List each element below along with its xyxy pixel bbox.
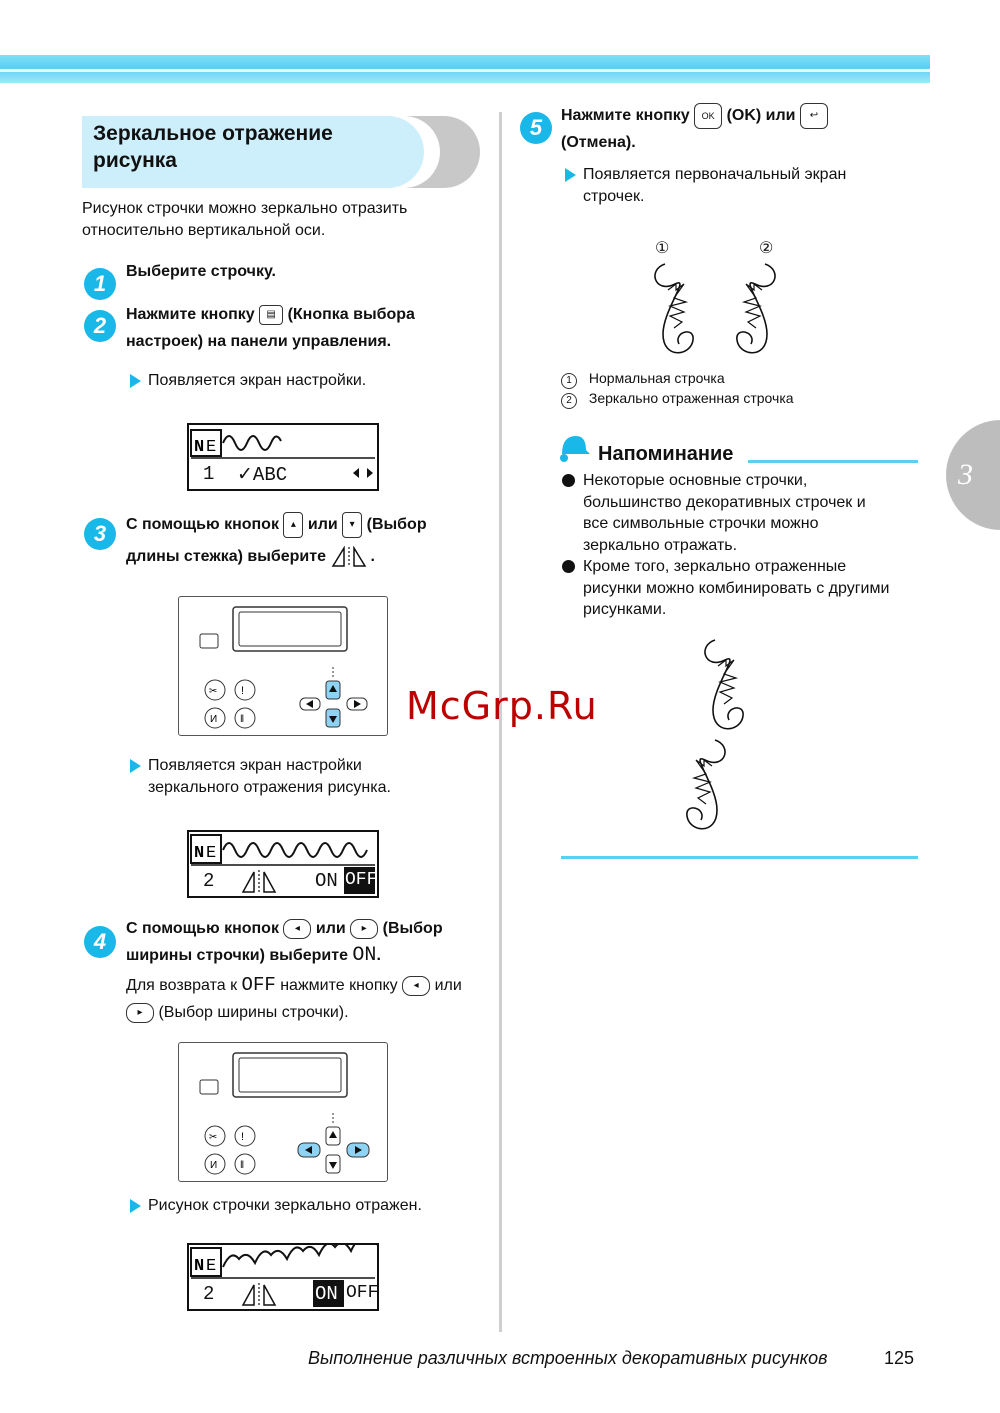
bullet-dot: [562, 560, 575, 573]
caption-number-1: 1: [561, 373, 577, 389]
page-title: [93, 120, 413, 174]
figure-label-1: ①: [655, 240, 670, 257]
step-3-text-a: С помощью кнопок: [126, 516, 279, 533]
lcd-screen-3: [187, 1243, 379, 1311]
top-band: [0, 55, 930, 83]
settings-key-icon: ▤: [259, 305, 283, 325]
reminder-b2-line3: рисунками.: [583, 601, 667, 618]
step-4-result: Рисунок строчки зеркально отражен.: [148, 1197, 422, 1214]
reminder-bullet-1: [583, 470, 923, 556]
svg-text:‖: ‖: [240, 714, 245, 725]
chapter-number: 3: [958, 458, 973, 491]
step-4-text-a: С помощью кнопок: [126, 920, 279, 937]
right-key-icon: ▸: [350, 919, 378, 939]
reminder-b1-line2: большинство декоративных строчек и: [583, 493, 866, 511]
footer-text: Выполнение различных встроенных декоративных рисунков: [308, 1348, 828, 1368]
step-3-text-b: (Выбор: [366, 516, 427, 533]
step-2-text: [126, 301, 486, 355]
lcd-1-number: 1: [203, 463, 215, 485]
left-key-icon: ◂: [402, 976, 430, 996]
result-arrow-icon: [565, 168, 576, 182]
svg-text:!: !: [241, 1131, 245, 1143]
step-5-text-c: (Отмена).: [561, 134, 636, 151]
lcd-3-number: 2: [203, 1283, 215, 1305]
back-key-icon: ↩: [800, 103, 828, 129]
step-4-text-b: (Выбор: [382, 920, 443, 937]
left-key-icon: ◂: [283, 919, 311, 939]
reminder-bullet-2: [583, 556, 923, 621]
step-4-note-a: Для возврата к: [126, 977, 238, 994]
control-panel-1-graphics: [179, 597, 387, 735]
result-arrow-icon: [130, 374, 141, 388]
step-1-number: 1: [84, 268, 116, 300]
svg-text:E: E: [206, 1257, 217, 1276]
lcd-2-number: 2: [203, 870, 215, 892]
control-panel-2-graphics: [179, 1043, 387, 1181]
down-key-icon: ▾: [342, 512, 362, 538]
right-key-icon: ▸: [126, 1003, 154, 1023]
figure-label-2: ②: [759, 240, 774, 257]
step-2-text-c: настроек) на панели управления.: [126, 333, 392, 350]
reminder-title: Напоминание: [598, 443, 734, 465]
result-arrow-icon: [130, 1199, 141, 1213]
ok-key-icon: OK: [694, 103, 722, 129]
step-3-end: .: [370, 548, 375, 565]
step-1-text: Выберите строчку.: [126, 263, 276, 280]
bell-icon: [556, 432, 590, 464]
step-2-text-b: (Кнопка выбора: [287, 306, 415, 323]
intro-line-2: относительно вертикальной оси.: [82, 222, 326, 239]
step-3-text: [126, 509, 486, 573]
step-4-on: ON: [352, 944, 377, 967]
svg-text:N: N: [194, 438, 205, 457]
svg-text:И: И: [210, 1160, 218, 1171]
bullet-dot: [562, 474, 575, 487]
step-2-number: 2: [84, 310, 116, 342]
intro-text: [82, 198, 472, 242]
svg-text:!: !: [241, 685, 245, 697]
lcd-3-on: ON: [315, 1283, 338, 1305]
step-5-result: [583, 164, 846, 208]
svg-text:И: И: [210, 714, 218, 725]
reminder-b1-line3: все символьные строчки можно: [583, 515, 819, 532]
caption-text-1: Нормальная строчка: [588, 370, 725, 386]
stitch-figures: [640, 262, 790, 362]
reminder-b2-line2: рисунки можно комбинировать с другими: [583, 579, 890, 597]
step-4-end: .: [376, 947, 381, 964]
reminder-bottom-rule: [561, 856, 918, 859]
caption-text-2: Зеркально отраженная строчка: [588, 390, 794, 406]
step-5-result-2: строчек.: [583, 188, 645, 205]
step-4-note-c: (Выбор ширины строчки).: [158, 1004, 349, 1021]
step-4-text: [126, 915, 486, 969]
svg-text:✂: ✂: [209, 1132, 218, 1143]
step-5-text: [561, 102, 921, 156]
step-4-number: 4: [84, 926, 116, 958]
combined-stitch-figure: [685, 636, 755, 840]
step-5-text-a: Нажмите кнопку: [561, 107, 690, 124]
step-3-result-2: зеркального отражения рисунка.: [148, 779, 391, 796]
lcd-2-on: ON: [315, 870, 338, 892]
step-4-note-or: или: [434, 977, 462, 994]
step-5-number: 5: [520, 112, 552, 144]
step-3-text-c: длины стежка) выберите: [126, 548, 326, 565]
lcd-screen-2: [187, 830, 379, 898]
svg-text:N: N: [194, 844, 205, 863]
svg-text:✂: ✂: [209, 686, 218, 697]
svg-text:N: N: [194, 1257, 205, 1276]
step-4-or: или: [315, 920, 346, 937]
lcd-2-off: OFF: [345, 870, 378, 890]
step-4-note-b: нажмите кнопку: [280, 977, 398, 994]
title-line-1: Зеркальное отражение: [93, 122, 333, 145]
step-5-result-1: Появляется первоначальный экран: [583, 166, 847, 183]
figure-caption-1: [561, 369, 794, 389]
step-2-text-a: Нажмите кнопку: [126, 306, 255, 323]
lcd-3-off: OFF: [346, 1283, 379, 1303]
lcd-1-text: ✓ABC: [237, 464, 288, 486]
step-4-off: OFF: [241, 974, 276, 996]
reminder-b2-line1: Кроме того, зеркально отраженные: [583, 558, 847, 575]
svg-text:E: E: [206, 844, 217, 863]
svg-text:‖: ‖: [240, 1160, 245, 1171]
reminder-b1-line4: зеркально отражать.: [583, 536, 738, 554]
step-4-note: [126, 972, 496, 1026]
control-panel-1: [178, 596, 388, 736]
watermark: McGrp.Ru: [406, 684, 598, 728]
lcd-screen-1: [187, 423, 379, 491]
step-2-result: Появляется экран настройки.: [148, 372, 367, 389]
result-arrow-icon: [130, 759, 141, 773]
step-3-result-1: Появляется экран настройки: [148, 757, 362, 774]
up-key-icon: ▴: [283, 512, 303, 538]
figure-captions: [561, 369, 794, 409]
intro-line-1: Рисунок строчки можно зеркально отразить: [82, 200, 408, 217]
caption-number-2: 2: [561, 393, 577, 409]
step-3-number: 3: [84, 518, 116, 550]
reminder-b1-line1: Некоторые основные строчки,: [583, 472, 808, 489]
figure-caption-2: [561, 389, 794, 409]
mirror-icon: [330, 546, 370, 568]
reminder-rule: [748, 460, 918, 463]
step-4-text-c: ширины строчки) выберите: [126, 947, 348, 964]
control-panel-2: [178, 1042, 388, 1182]
page-number: 125: [884, 1348, 915, 1368]
step-3-or: или: [307, 516, 338, 533]
title-line-2: рисунка: [93, 149, 177, 172]
step-3-result: [148, 755, 391, 799]
step-5-text-b: (OK) или: [726, 107, 796, 124]
svg-text:E: E: [206, 438, 217, 457]
chapter-tab: [946, 420, 1000, 530]
